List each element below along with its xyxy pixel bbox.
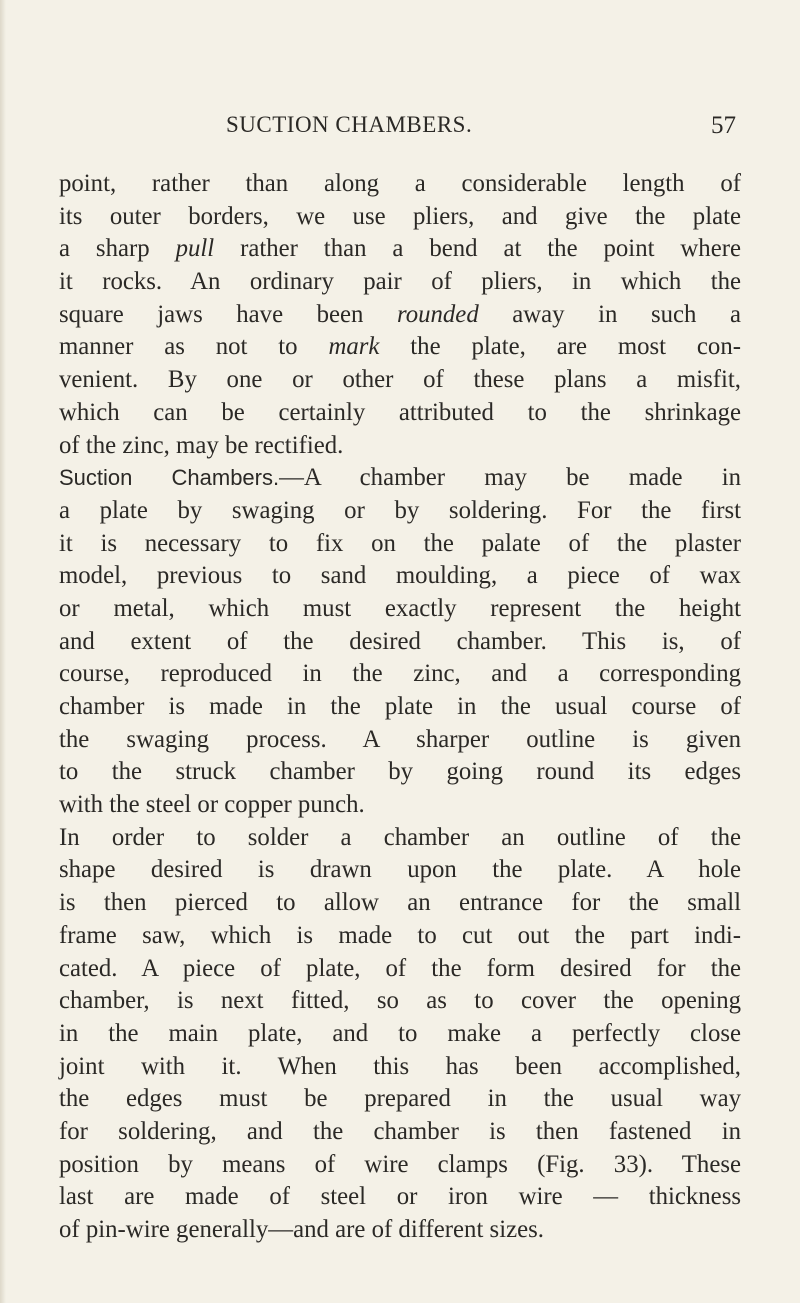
text-line: to the struck chamber by going round its edges — [59, 758, 741, 786]
text-line: cated. A piece of plate, of the form desired for the — [59, 954, 741, 982]
italic-word: rounded — [396, 300, 479, 328]
text-line — [59, 299, 741, 332]
text-run: rather than a bend at the point where — [214, 235, 741, 263]
body-text — [59, 168, 741, 1247]
text-line: of the zinc, may be rectified. — [59, 431, 344, 459]
text-line: is then pierced to allow an entrance for the small — [59, 889, 741, 917]
text-line: which can be certainly attributed to the shrinkage — [59, 398, 741, 426]
text-line: model, previous to sand moulding, a piece of wax — [59, 562, 741, 590]
text-run: manner as not to — [59, 333, 329, 361]
text-run: a sharp — [59, 235, 176, 263]
text-line: course, reproduced in the zinc, and a corresponding — [59, 660, 741, 688]
italic-word: mark — [328, 333, 380, 361]
text-run: the plate, are most con- — [379, 333, 741, 361]
text-line: in the main plate, and to make a perfectly close — [59, 1019, 741, 1047]
text-line: it rocks. An ordinary pair of pliers, in which the — [59, 268, 741, 296]
text-line: it is necessary to fix on the palate of the plaster — [59, 529, 741, 557]
text-line: of pin-wire generally—and are of different sizes. — [59, 1216, 544, 1243]
page-number: 57 — [711, 112, 736, 139]
text-line: last are made of steel or iron wire — thickness — [59, 1183, 741, 1211]
text-line: with the steel or copper punch. — [59, 791, 365, 819]
text-run: —A chamber may be made in — [279, 464, 741, 492]
text-line — [59, 233, 741, 266]
text-line: its outer borders, we use pliers, and give the plate — [59, 202, 741, 230]
text-line: the swaging process. A sharper outline is given — [59, 725, 741, 753]
text-line: or metal, which must exactly represent the height — [59, 594, 741, 622]
text-line: and extent of the desired chamber. This is, of — [59, 627, 741, 655]
text-line: a plate by swaging or by soldering. For the first — [59, 496, 741, 524]
text-run: square jaws have been — [59, 300, 397, 328]
text-line — [59, 331, 741, 364]
italic-word: pull — [175, 235, 215, 263]
text-line: frame saw, which is made to cut out the part indi- — [59, 921, 741, 949]
running-title: SUCTION CHAMBERS. — [226, 112, 473, 137]
text-line: chamber, is next fitted, so as to cover the opening — [59, 987, 741, 1015]
text-line: the edges must be prepared in the usual way — [59, 1085, 741, 1113]
text-line: In order to solder a chamber an outline of the — [59, 823, 741, 851]
page-edge — [0, 0, 6, 1303]
text-line: chamber is made in the plate in the usual course of — [59, 693, 741, 720]
text-line: point, rather than along a considerable length of — [59, 170, 741, 197]
text-line: for soldering, and the chamber is then fastened in — [59, 1117, 741, 1145]
text-line: position by means of wire clamps (Fig. 33). These — [59, 1150, 741, 1178]
text-line: shape desired is drawn upon the plate. A hole — [59, 856, 741, 884]
text-line: venient. By one or other of these plans a misfit, — [59, 366, 741, 394]
text-line — [59, 462, 741, 495]
text-line: joint with it. When this has been accomplished, — [59, 1052, 741, 1080]
section-heading: Suction Chambers. — [59, 465, 280, 491]
text-run: away in such a — [478, 300, 741, 328]
